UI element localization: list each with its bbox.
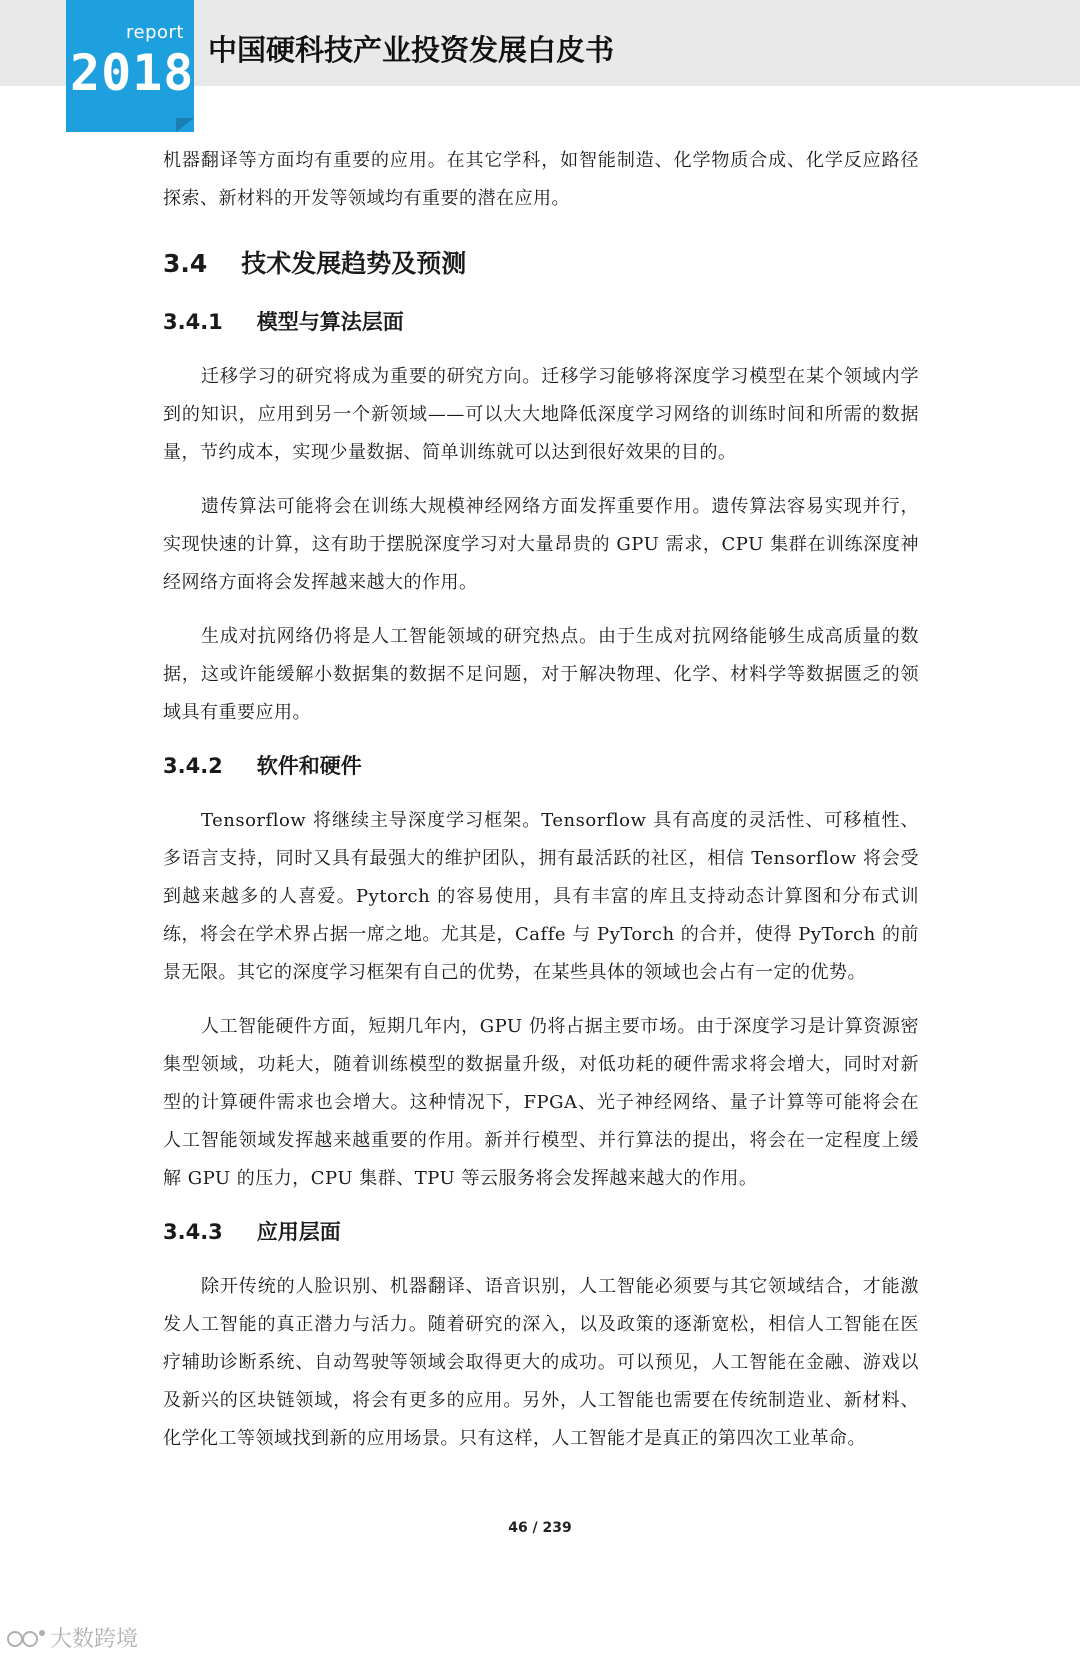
subsection-number: 3.4.3 — [163, 1220, 223, 1244]
subsection-heading-2 — [163, 750, 919, 780]
subsection-title: 软件和硬件 — [256, 754, 362, 778]
subsection-number: 3.4.1 — [163, 310, 223, 334]
subsection-title: 模型与算法层面 — [256, 310, 404, 334]
logo-report-label: report — [126, 22, 184, 43]
logo-year: 2018 — [70, 44, 195, 102]
subsection-number: 3.4.2 — [163, 754, 223, 778]
paragraph: 人工智能硬件方面，短期几年内，GPU 仍将占据主要市场。由于深度学习是计算资源密集型领域，功耗大，随着训练模型的数据量升级，对低功耗的硬件需求将会增大，同时对新型的计算硬件需求也会增大。这种情况下，FPGA、光子神经网络、量子计算等可能将会在人工智能领域发挥越来越重要的作用。新并行模型、并行算法的提出，将会在一定程度上缓解 GPU 的压力，CPU 集群、TPU 等云服务将会发挥越来越大的作用。 — [163, 1016, 919, 1189]
paragraph: 遗传算法可能将会在训练大规模神经网络方面发挥重要作用。遗传算法容易实现并行，实现快速的计算，这有助于摆脱深度学习对大量昂贵的 GPU 需求，CPU 集群在训练深度神经网络方面将会发挥越来越大的作用。 — [163, 496, 919, 593]
section-heading — [163, 244, 919, 280]
page-content — [163, 142, 919, 1458]
page-number: 46 / 239 — [508, 1520, 572, 1536]
paragraph: Tensorflow 将继续主导深度学习框架。Tensorflow 具有高度的灵活性、可移植性、多语言支持，同时又具有最强大的维护团队，拥有最活跃的社区，相信 Tensorflow 将会受到越来越多的人喜爱。Pytorch 的容易使用，具有丰富的库且支持动态计算图和分布式训练，将会在学术界占据一席之地。尤其是，Caffe 与 PyTorch 的合并，使得 PyTorch 的前景无限。其它的深度学习框架有自己的优势，在某些具体的领域也会占有一定的优势。 — [163, 810, 919, 983]
watermark — [6, 1622, 138, 1653]
paragraph: 除开传统的人脸识别、机器翻译、语音识别，人工智能必须要与其它领域结合，才能激发人工智能的真正潜力与活力。随着研究的深入，以及政策的逐渐宽松，相信人工智能在医疗辅助诊断系统、自动驾驶等领域会取得更大的成功。可以预见，人工智能在金融、游戏以及新兴的区块链领域，将会有更多的应用。另外，人工智能也需要在传统制造业、新材料、化学化工等领域找到新的应用场景。只有这样，人工智能才是真正的第四次工业革命。 — [163, 1276, 919, 1449]
document-title: 中国硬科技产业投资发展白皮书 — [208, 33, 615, 67]
section-title: 技术发展趋势及预测 — [241, 249, 467, 278]
logo-fold-shadow — [176, 118, 194, 132]
report-logo — [66, 0, 194, 132]
subsection-heading-3 — [163, 1216, 919, 1246]
paragraph: 生成对抗网络仍将是人工智能领域的研究热点。由于生成对抗网络能够生成高质量的数据，这或许能缓解小数据集的数据不足问题，对于解决物理、化学、材料学等数据匮乏的领域具有重要应用。 — [163, 626, 919, 723]
intro-paragraph: 机器翻译等方面均有重要的应用。在其它学科，如智能制造、化学物质合成、化学反应路径探索、新材料的开发等领域均有重要的潜在应用。 — [163, 150, 919, 209]
paragraph: 迁移学习的研究将成为重要的研究方向。迁移学习能够将深度学习模型在某个领域内学到的知识，应用到另一个新领域——可以大大地降低深度学习网络的训练时间和所需的数据量，节约成本，实现少量数据、简单训练就可以达到很好效果的目的。 — [163, 366, 919, 463]
section-number: 3.4 — [163, 249, 208, 278]
watermark-text: 大数跨境 — [50, 1627, 139, 1652]
subsection-title: 应用层面 — [256, 1220, 341, 1244]
watermark-logo-icon — [6, 1628, 46, 1648]
subsection-heading-1 — [163, 306, 919, 336]
